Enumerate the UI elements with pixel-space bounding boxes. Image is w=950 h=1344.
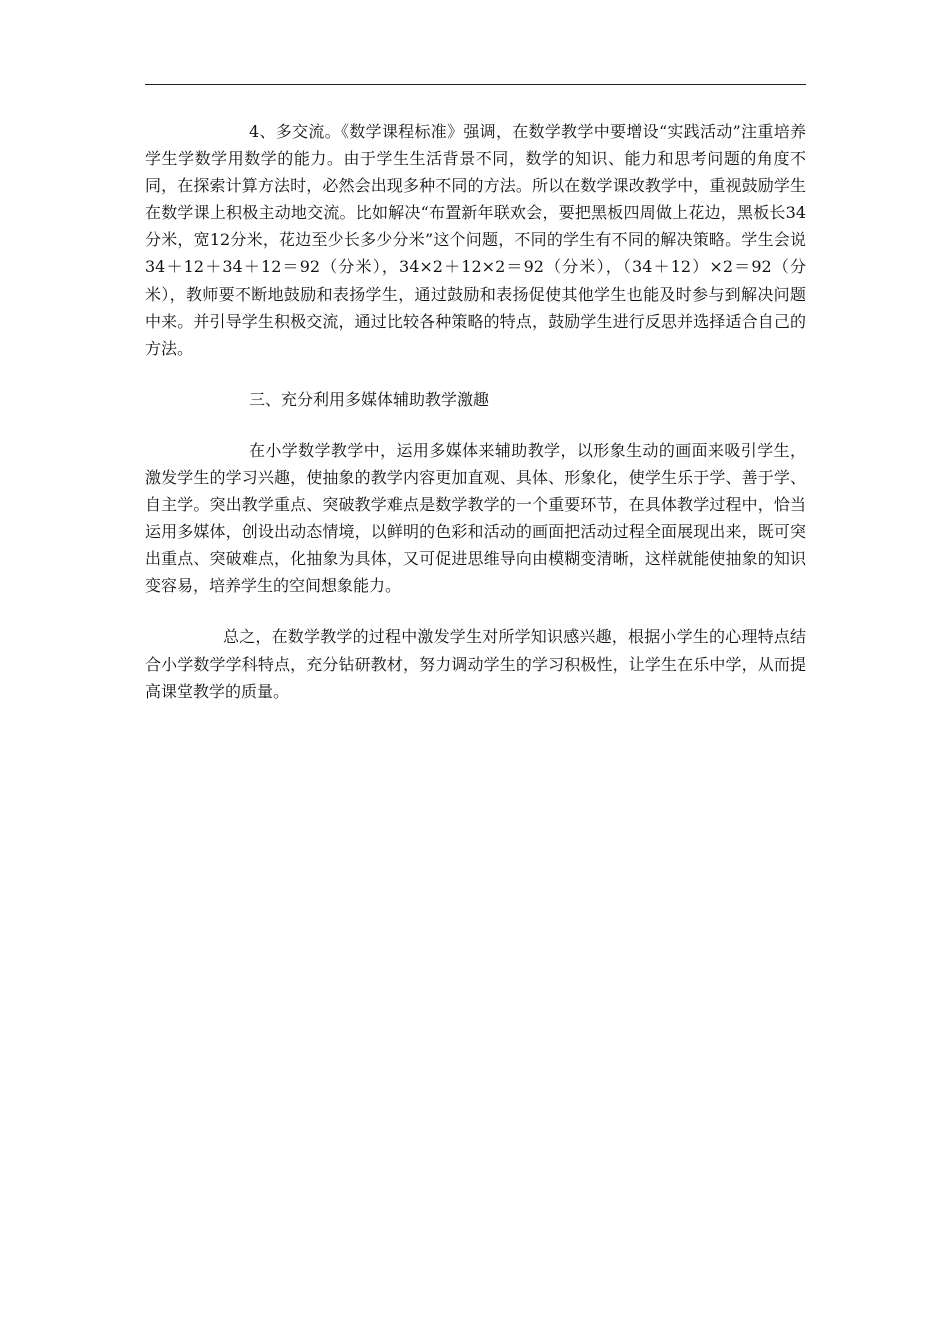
paragraph-multi-communication: 4、多交流。《数学课程标准》强调，在数学教学中要增设“实践活动”注重培养学生学数学用数学的能力。由于学生生活背景不同，数学的知识、能力和思考问题的角度不同，在探索计算方法时，必然会出现多种不同的方法。所以在数学课改教学中，重视鼓励学生在数学课上积极主动地交流。比如解决“布置新年联欢会，要把黑板四周做上花边，黑板长34分米，宽12分米，花边至少长多少分米”这个问题，不同的学生有不同的解决策略。学生会说34＋12＋34＋12＝92（分米），34×2＋12×2＝92（分米），（34＋12）×2＝92（分米），教师要不断地鼓励和表扬学生，通过鼓励和表扬促使其他学生也能及时参与到解决问题中来。并引导学生积极交流，通过比较各种策略的特点，鼓励学生进行反思并选择适合自己的方法。 bbox=[145, 122, 806, 358]
section-heading-multimedia: 三、充分利用多媒体辅助教学激趣 bbox=[249, 389, 490, 409]
paragraph-conclusion: 总之，在数学教学的过程中激发学生对所学知识感兴趣，根据小学生的心理特点结合小学数学学科特点，充分钻研教材，努力调动学生的学习积极性，让学生在乐中学，从而提高课堂教学的质量。 bbox=[145, 627, 806, 701]
document-body bbox=[145, 118, 806, 705]
header-rule bbox=[145, 84, 806, 85]
paragraph-multimedia: 在小学数学教学中，运用多媒体来辅助教学，以形象生动的画面来吸引学生，激发学生的学习兴趣，使抽象的教学内容更加直观、具体、形象化，使学生乐于学、善于学、自主学。突出教学重点、突破教学难点是数学教学的一个重要环节，在具体教学过程中，恰当运用多媒体，创设出动态情境，以鲜明的色彩和活动的画面把活动过程全面展现出来，既可突出重点、突破难点，化抽象为具体，又可促进思维导向由模糊变清晰，这样就能使抽象的知识变容易，培养学生的空间想象能力。 bbox=[145, 440, 806, 596]
